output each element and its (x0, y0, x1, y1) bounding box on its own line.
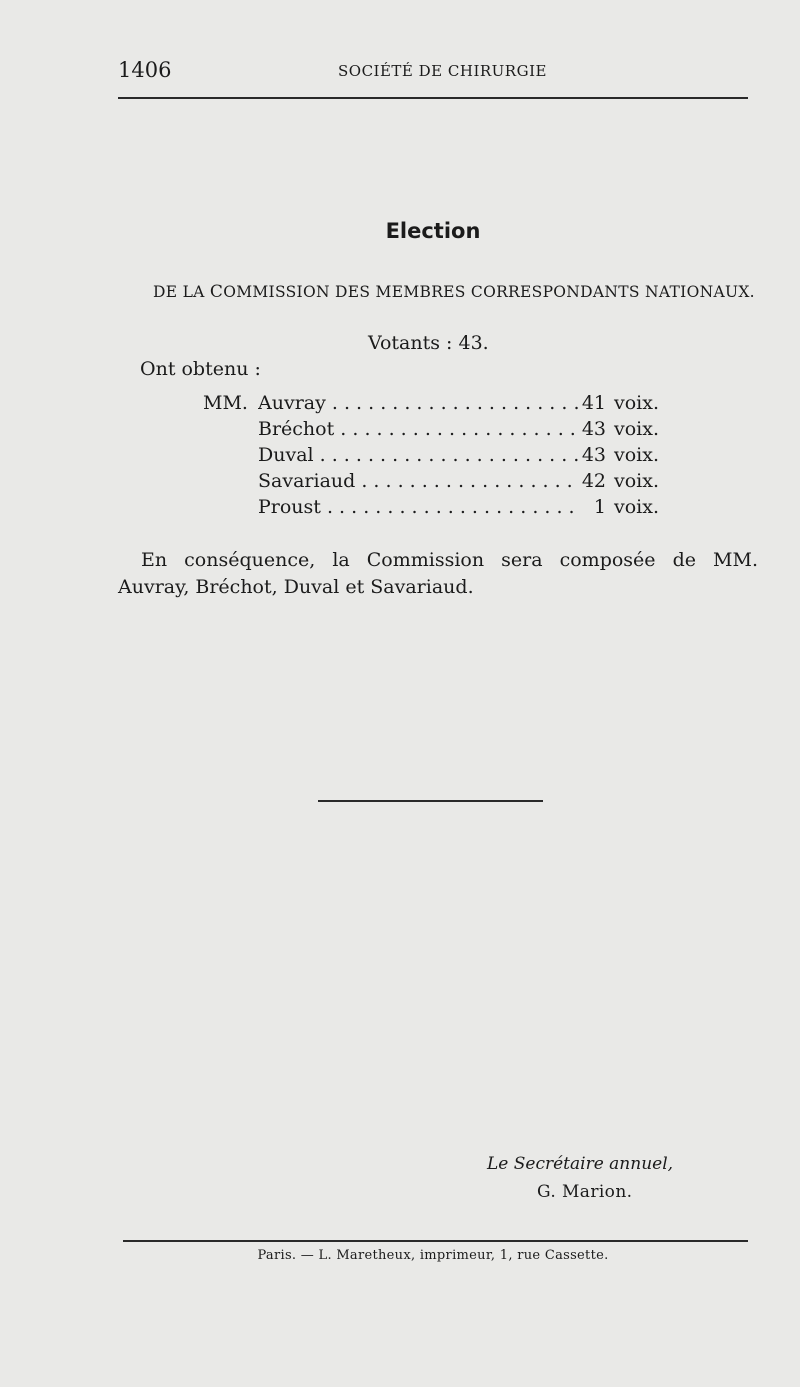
votants-line: Votants : 43. (368, 332, 489, 354)
candidate-name: Duval . . . (258, 444, 580, 466)
conclusion-paragraph: En conséquence, la Commission sera composée de MM. Auvray, Bréchot, Duval et Savariaud. (118, 549, 758, 598)
result-row (0, 392, 800, 418)
ont-obtenu-line: Ont obtenu : (140, 358, 261, 380)
result-row (0, 418, 800, 444)
subtitle-initial: C (209, 282, 224, 302)
section-divider (318, 800, 543, 802)
vote-unit: voix. (614, 392, 660, 414)
result-prefix: MM. (203, 392, 248, 414)
result-row (0, 496, 800, 522)
vote-count: 43 (581, 444, 606, 466)
result-row (0, 444, 800, 470)
running-head (118, 58, 748, 82)
header-rule (118, 97, 748, 99)
signature-title: Le Secrétaire annuel, (487, 1154, 674, 1174)
candidate-name: Auvray . . . (258, 392, 580, 414)
candidate-name: Savariaud . . . (258, 470, 580, 492)
printer-colophon: Paris. — L. Maretheux, imprimeur, 1, rue Cassette. (257, 1248, 609, 1263)
subtitle-prefix: DE LA (153, 283, 210, 301)
subtitle-rest: OMMISSION DES MEMBRES CORRESPONDANTS NATIONAUX. (223, 283, 755, 301)
candidate-name: Bréchot . . . (258, 418, 580, 440)
vote-unit: voix. (614, 470, 660, 492)
signature-name: G. Marion. (537, 1182, 633, 1202)
section-title: Election (385, 219, 481, 243)
candidate-name: Proust . . . (258, 496, 580, 518)
result-row (0, 470, 800, 496)
vote-unit: voix. (614, 418, 660, 440)
vote-count: 43 (581, 418, 606, 440)
section-subtitle (153, 282, 755, 302)
footer-rule (123, 1240, 748, 1242)
vote-unit: voix. (614, 444, 660, 466)
vote-count: 41 (581, 392, 606, 414)
page-number: 1406 (118, 58, 172, 82)
journal-title: SOCIÉTÉ DE CHIRURGIE (338, 62, 547, 80)
vote-count: 1 (593, 496, 606, 518)
vote-unit: voix. (614, 496, 660, 518)
vote-count: 42 (581, 470, 606, 492)
